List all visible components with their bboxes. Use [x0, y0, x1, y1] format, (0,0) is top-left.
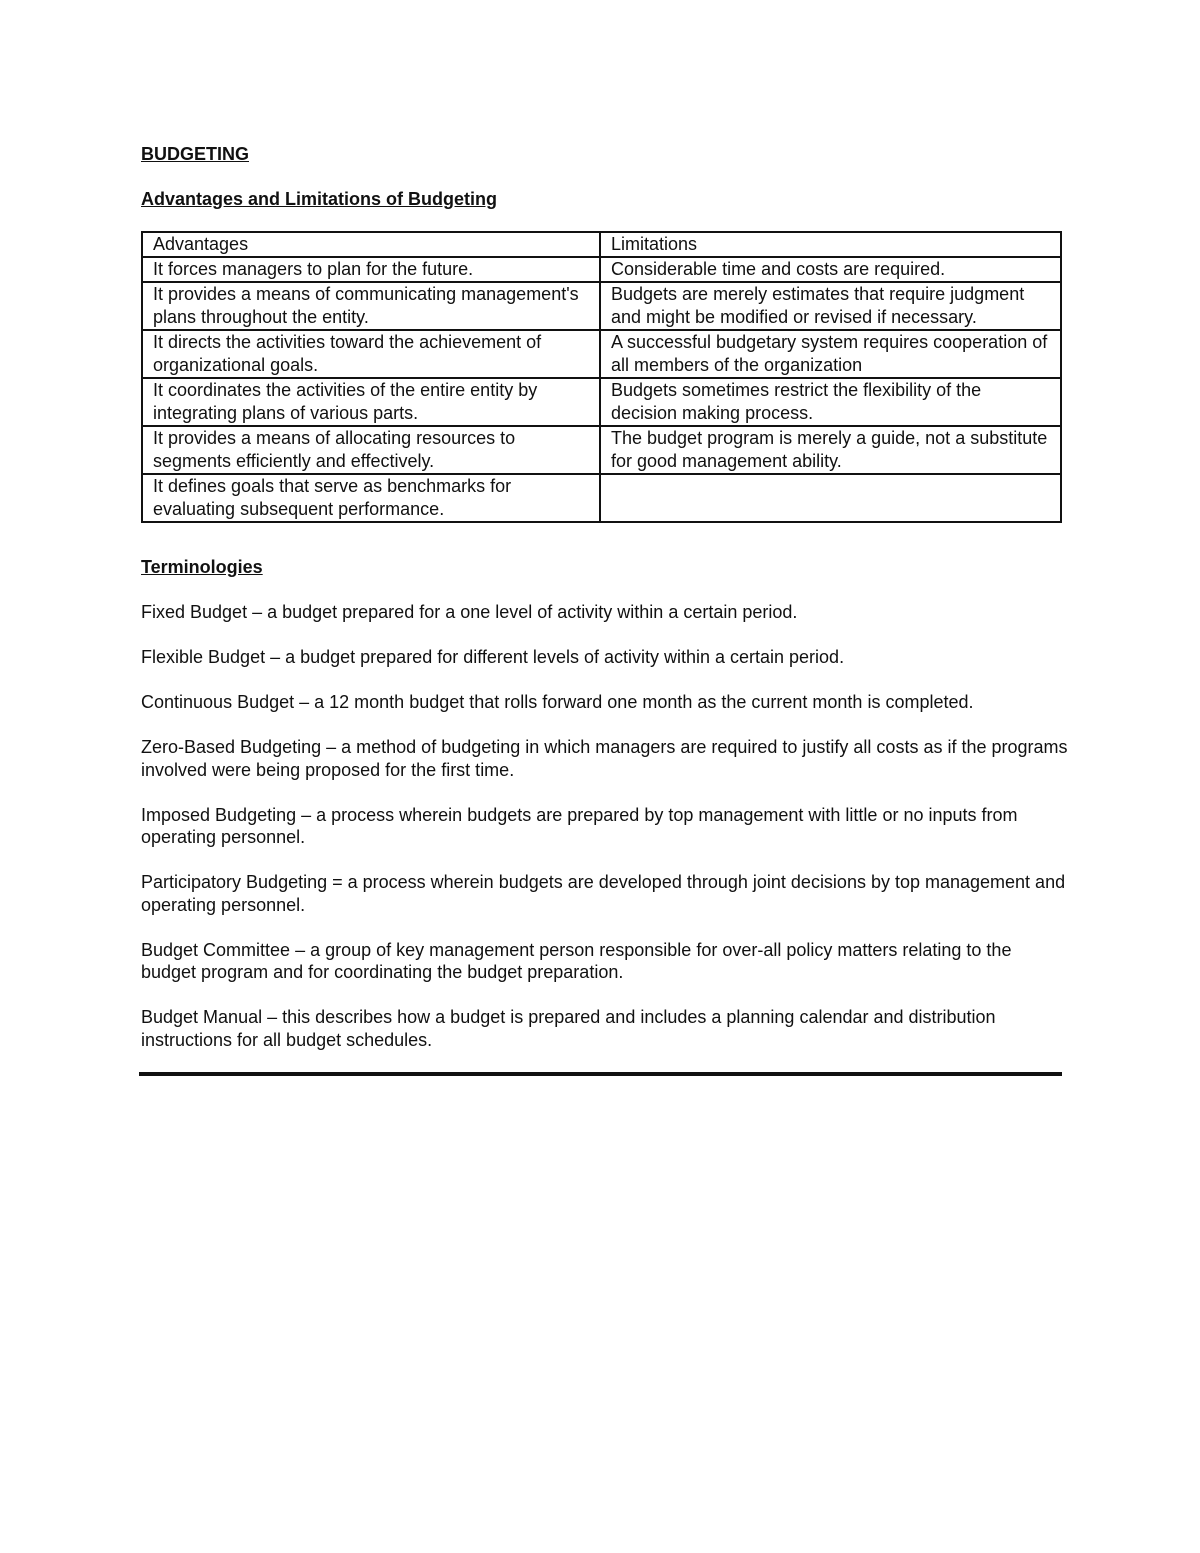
advantages-limitations-table [141, 231, 1062, 523]
advantage-cell: It provides a means of allocating resources to segments efficiently and effectively. [142, 426, 600, 474]
limitation-cell: Considerable time and costs are required. [600, 257, 1061, 282]
advantage-cell: It coordinates the activities of the entire entity by integrating plans of various parts. [142, 378, 600, 426]
term-fixed-budget: Fixed Budget – a budget prepared for a one level of activity within a certain period. [141, 602, 798, 622]
terminologies-heading: Terminologies [141, 557, 263, 577]
advantage-cell: It provides a means of communicating management's plans throughout the entity. [142, 282, 600, 330]
limitation-cell: A successful budgetary system requires cooperation of all members of the organization [600, 330, 1061, 378]
term-participatory-budgeting: Participatory Budgeting = a process wherein budgets are developed through joint decisions by top management and operating personnel. [141, 872, 1066, 915]
section-subtitle: Advantages and Limitations of Budgeting [141, 189, 498, 209]
table-row [142, 474, 1061, 522]
limitation-cell: The budget program is merely a guide, not a substitute for good management ability. [600, 426, 1061, 474]
term-zero-based-budgeting: Zero-Based Budgeting – a method of budgeting in which managers are required to justify all costs as if the programs involved were being proposed for the first time. [141, 737, 1068, 780]
page-title: BUDGETING [141, 144, 249, 164]
term-budget-committee: Budget Committee – a group of key management person responsible for over-all policy matters relating to the budget program and for coordinating the budget preparation. [141, 939, 1012, 982]
limitation-cell: Budgets sometimes restrict the flexibility of the decision making process. [600, 378, 1061, 426]
term-budget-manual: Budget Manual – this describes how a budget is prepared and includes a planning calendar and distribution instructions for all budget schedules. [141, 1007, 996, 1050]
limitation-cell [600, 474, 1061, 522]
table-row [142, 282, 1061, 330]
term-continuous-budget: Continuous Budget – a 12 month budget that rolls forward one month as the current month is completed. [141, 692, 974, 712]
term-imposed-budgeting: Imposed Budgeting – a process wherein budgets are prepared by top management with little or no inputs from operating personnel. [141, 804, 1018, 847]
advantage-cell: It defines goals that serve as benchmarks for evaluating subsequent performance. [142, 474, 600, 522]
table-row [142, 426, 1061, 474]
advantage-cell: It forces managers to plan for the future. [142, 257, 600, 282]
header-limitations: Limitations [600, 232, 1061, 257]
table-row [142, 257, 1061, 282]
table-header-row [142, 232, 1061, 257]
advantage-cell: It directs the activities toward the achievement of organizational goals. [142, 330, 600, 378]
bottom-divider [139, 1072, 1062, 1076]
terminologies-list [141, 601, 1071, 1074]
table-row [142, 378, 1061, 426]
table-row [142, 330, 1061, 378]
term-flexible-budget: Flexible Budget – a budget prepared for different levels of activity within a certain period. [141, 647, 845, 667]
limitation-cell: Budgets are merely estimates that require judgment and might be modified or revised if necessary. [600, 282, 1061, 330]
header-advantages: Advantages [142, 232, 600, 257]
